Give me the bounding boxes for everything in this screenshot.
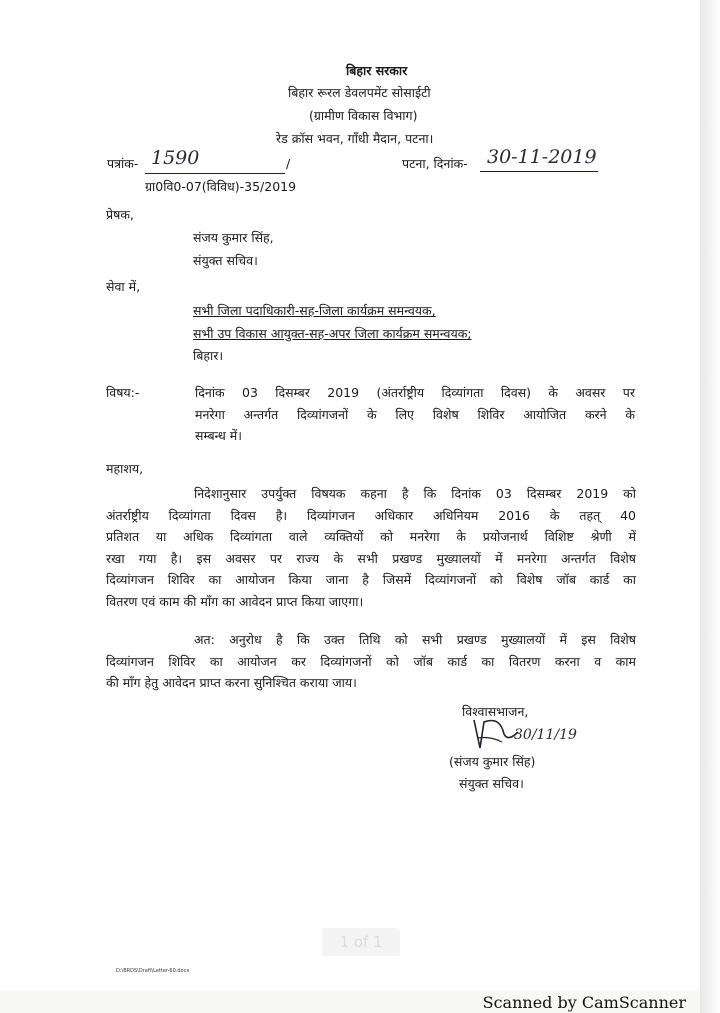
recipient-line-3: बिहार। xyxy=(193,348,224,363)
body-p2-line: की माँग हेतु आवेदन प्राप्त करना सुनिश्चित कराया जाय। xyxy=(106,675,357,690)
closing-regards: विश्वासभाजन, xyxy=(462,704,529,719)
page-edge-shadow xyxy=(700,0,720,1013)
reference-slash: / xyxy=(286,156,291,171)
letter-date: 30-11-2019 xyxy=(487,146,597,168)
body-paragraph-2 xyxy=(106,629,636,694)
reference-number: 1590 xyxy=(151,147,200,169)
closing-designation: संयुक्त सचिव। xyxy=(459,776,524,791)
body-p1-line: निदेशानुसार उपर्युक्त विषयक कहना है कि दिनांक 03 दिसम्बर 2019 को xyxy=(194,486,636,501)
reference-label: पत्रांक- xyxy=(107,156,139,171)
body-paragraph-1 xyxy=(106,483,636,612)
body-p1-line: अंतर्राष्ट्रीय दिव्यांगता दिवस है। दिव्यांगजन अधिकार अधिनियम 2016 के तहत् 40 xyxy=(106,507,636,523)
body-p1-line: प्रतिशत या अधिक दिव्यांगता वाले व्यक्तियों को मनरेगा के प्रयोजनार्थ विशिष्ट श्रेणी में xyxy=(106,529,636,544)
header-govt: बिहार सरकार xyxy=(346,63,408,78)
body-p1-line: रखा गया है। इस अवसर पर राज्य के सभी प्रखण्ड मुख्यालयों में मनरेगा अन्तर्गत विशेष xyxy=(106,550,636,566)
body-p2-line: दिव्यांगजन शिविर का आयोजन कर दिव्यांगजनों को जॉब कार्ड का वितरण करना व काम xyxy=(106,653,636,669)
closing-name: (संजय कुमार सिंह) xyxy=(449,754,536,769)
body-p2-line: अत: अनुरोध है कि उक्त तिथि को सभी प्रखण्ड मुख्यालयों में इस विशेष xyxy=(194,632,636,647)
file-code: ग्रा0वि0-07(विविध)-35/2019 xyxy=(145,179,297,194)
subject-label: विषय:- xyxy=(106,385,140,400)
subject-text xyxy=(195,382,635,447)
salutation: महाशय, xyxy=(106,461,144,476)
reference-underline xyxy=(145,172,285,174)
file-path: D:\BRDS\Draft\Letter-60.docx xyxy=(116,968,190,974)
recipient-line-1: सभी जिला पदाधिकारी-सह-जिला कार्यक्रम समन्वयक, xyxy=(193,303,436,318)
camscanner-watermark: Scanned by CamScanner xyxy=(482,993,686,1012)
header-society: बिहार रूरल डेवलपमेंट सोसाईटी xyxy=(288,85,431,100)
subject-line-1: दिनांक 03 दिसम्बर 2019 (अंतर्राष्ट्रीय दिव्यांगता दिवस) के अवसर पर xyxy=(195,385,635,400)
body-p1-line: दिव्यांगजन शिविर का आयोजन किया जाना है जिसमें दिव्यांगजनों को विशेष जॉब कार्ड का xyxy=(106,572,636,587)
header-address: रेड क्रॉस भवन, गाँधी मैदान, पटना। xyxy=(276,131,434,146)
recipient-line-2: सभी उप विकास आयुक्त-सह-अपर जिला कार्यक्रम समन्वयक; xyxy=(193,326,472,341)
date-underline xyxy=(480,170,598,172)
sender-label: प्रेषक, xyxy=(106,207,134,222)
sender-name: संजय कुमार सिंह, xyxy=(193,230,274,245)
subject-line-2: मनरेगा अन्तर्गत दिव्यांगजनों के लिए विशेष शिविर आयोजित करने के xyxy=(195,406,635,422)
header-department: (ग्रामीण विकास विभाग) xyxy=(309,108,418,123)
sender-designation: संयुक्त सचिव। xyxy=(193,253,258,268)
date-label: पटना, दिनांक- xyxy=(402,156,468,171)
signature-date: 30/11/19 xyxy=(514,727,577,743)
body-p1-line: वितरण एवं काम की माँग का आवेदन प्राप्त किया जाएगा। xyxy=(106,593,364,609)
subject-line-3: सम्बन्ध में। xyxy=(195,428,242,443)
page-indicator: 1 of 1 xyxy=(322,928,400,956)
recipient-label: सेवा में, xyxy=(106,279,141,294)
